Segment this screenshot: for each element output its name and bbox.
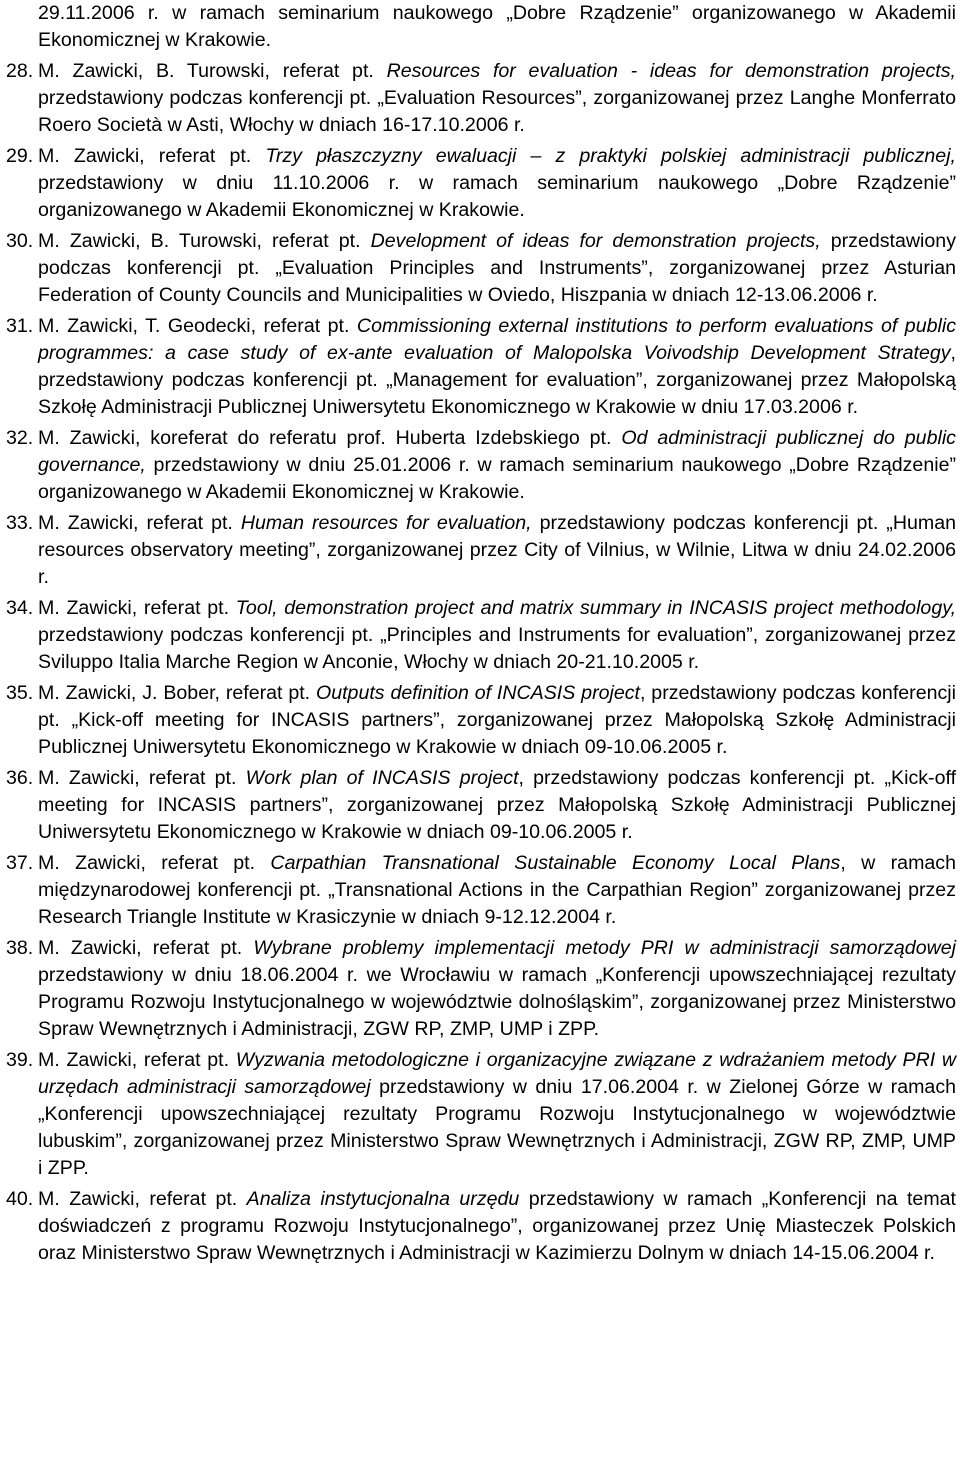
entry-text-segment: , przedstawiony podczas konferencji pt. „Kick-off meeting for INCASIS partners”, zorganizowanej przez Małopolską Szkołę Administracji Publicznej Uniwersytetu Ekonomicznego w Krakowie w dniach 09-10.06.2005 r. — [38, 767, 957, 843]
entry-text — [38, 143, 956, 224]
entry-text-segment: M. Zawicki, referat pt. — [38, 512, 241, 534]
bibliography-list — [6, 0, 956, 1267]
entry-title-italic: Wyzwania metodologiczne i organizacyjne związane z wdrażaniem metody PRI w urzędach administracji samorządowej — [38, 1049, 957, 1098]
entry-title-italic: Carpathian Transnational Sustainable Economy Local Plans — [270, 852, 841, 874]
entry-text — [38, 935, 956, 1043]
entry-number: 37. — [6, 852, 34, 874]
entry-title-italic: Outputs definition of INCASIS project — [315, 682, 640, 704]
entry-text-segment: przedstawiony podczas konferencji pt. „Evaluation Principles and Instruments”, zorganizowanej przez Asturian Federation of County Councils and Municipalities w Oviedo, Hiszpania w dniach 12-13.06.2006 r. — [38, 230, 956, 306]
entry-number: 38. — [6, 937, 34, 959]
list-item — [6, 765, 956, 846]
entry-number: 31. — [6, 315, 34, 337]
entry-number: 36. — [6, 767, 34, 789]
entry-number: 33. — [6, 512, 34, 534]
entry-text-segment: M. Zawicki, B. Turowski, referat pt. — [38, 60, 387, 82]
entry-text-segment: M. Zawicki, referat pt. — [38, 937, 254, 959]
entry-text-segment: M. Zawicki, B. Turowski, referat pt. — [38, 230, 371, 252]
entry-text — [38, 680, 956, 761]
entry-text-segment: , przedstawiony podczas konferencji pt. „Kick-off meeting for INCASIS partners”, zorganizowanej przez Małopolską Szkołę Administracji Publicznej Uniwersytetu Ekonomicznego w Krakowie w dniach 09-10.06.2005 r. — [38, 682, 956, 758]
entry-text — [38, 425, 956, 506]
entry-text — [38, 1186, 956, 1267]
entry-text-segment: M. Zawicki, referat pt. — [38, 852, 271, 874]
entry-text-segment: M. Zawicki, J. Bober, referat pt. — [38, 682, 316, 704]
entry-text — [38, 595, 956, 676]
entry-text-segment: przedstawiony w dniu 17.06.2004 r. w Zielonej Górze w ramach „Konferencji upowszechniającej rezultaty Programu Rozwoju Instytucjonalnego w województwie lubuskim”, zorganizowanej przez Ministerstwo Spraw Wewnętrznych i Administracji, ZGW RP, ZMP, UMP i ZPP. — [38, 1076, 957, 1179]
list-item — [6, 510, 956, 591]
entry-text — [38, 765, 956, 846]
entry-number: 32. — [6, 427, 34, 449]
entry-title-italic: Resources for evaluation - ideas for demonstration projects, — [386, 60, 956, 82]
entry-title-italic: Od administracji publicznej do public governance, — [38, 427, 956, 476]
entry-title-italic: Tool, demonstration project and matrix summary in INCASIS project methodology, — [235, 597, 957, 619]
entry-text-segment: M. Zawicki, T. Geodecki, referat pt. — [38, 315, 357, 337]
entry-text-segment: M. Zawicki, referat pt. — [38, 767, 246, 789]
entry-title-italic: Wybrane problemy implementacji metody PRI w administracji samorządowej — [253, 937, 957, 959]
entry-text — [38, 510, 956, 591]
list-item — [6, 1047, 956, 1182]
entry-text — [38, 58, 956, 139]
entry-text-segment: M. Zawicki, referat pt. — [38, 145, 266, 167]
entry-title-italic: Development of ideas for demonstration projects, — [370, 230, 821, 252]
entry-number: 28. — [6, 60, 34, 82]
entry-text-segment: przedstawiony w dniu 25.01.2006 r. w ramach seminarium naukowego „Dobre Rządzenie” organizowanego w Akademii Ekonomicznej w Krakowie. — [38, 454, 956, 503]
entry-number: 39. — [6, 1049, 34, 1071]
entry-title-italic: Trzy płaszczyzny ewaluacji – z praktyki polskiej administracji publicznej, — [265, 145, 956, 167]
list-item — [6, 1186, 956, 1267]
list-item — [6, 850, 956, 931]
list-item — [6, 58, 956, 139]
entry-text — [38, 850, 956, 931]
entry-text-segment: przedstawiony w ramach „Konferencji na temat doświadczeń z programu Rozwoju Instytucjonalnego”, organizowanej przez Unię Miasteczek Polskich oraz Ministerstwo Spraw Wewnętrznych i Administracji w Kazimierzu Dolnym w dniach 14-15.06.2004 r. — [38, 1188, 956, 1264]
entry-title-italic: Human resources for evaluation, — [240, 512, 532, 534]
entry-text-segment: przedstawiony w dniu 11.10.2006 r. w ramach seminarium naukowego „Dobre Rządzenie” organizowanego w Akademii Ekonomicznej w Krakowie. — [38, 172, 956, 221]
entry-text — [38, 228, 956, 309]
entry-text-segment: , w ramach międzynarodowej konferencji pt. „Transnational Actions in the Carpathian Region” zorganizowanej przez Research Triangle Institute w Krasiczynie w dniach 9-12.12.2004 r. — [38, 852, 956, 928]
list-item — [6, 680, 956, 761]
list-item — [6, 143, 956, 224]
entry-text-segment: przedstawiony podczas konferencji pt. „Evaluation Resources”, zorganizowanej przez Langhe Monferrato Roero Società w Asti, Włochy w dniach 16-17.10.2006 r. — [38, 87, 956, 136]
list-item — [6, 595, 956, 676]
entry-text-segment: , przedstawiony podczas konferencji pt. „Management for evaluation”, zorganizowanej przez Małopolską Szkołę Administracji Publicznej Uniwersytetu Ekonomicznego w Krakowie w dniu 17.03.2006 r. — [38, 342, 956, 418]
entry-text-segment: przedstawiony podczas konferencji pt. „Principles and Instruments for evaluation”, zorganizowanej przez Sviluppo Italia Marche Region w Anconie, Włochy w dniach 20-21.10.2005 r. — [38, 624, 956, 673]
entry-number: 34. — [6, 597, 34, 619]
list-item — [6, 425, 956, 506]
entry-number: 29. — [6, 145, 34, 167]
entry-text-segment: M. Zawicki, referat pt. — [38, 597, 236, 619]
entry-text-segment: przedstawiony w dniu 18.06.2004 r. we Wrocławiu w ramach „Konferencji upowszechniającej rezultaty Programu Rozwoju Instytucjonalnego w województwie dolnośląskim”, zorganizowanej przez Ministerstwo Spraw Wewnętrznych i Administracji, ZGW RP, ZMP, UMP i ZPP. — [38, 964, 956, 1040]
entry-text-segment: M. Zawicki, koreferat do referatu prof. Huberta Izdebskiego pt. — [38, 427, 622, 449]
entry-text — [38, 0, 956, 54]
entry-number: 30. — [6, 230, 34, 252]
list-item — [6, 228, 956, 309]
entry-title-italic: Commissioning external institutions to perform evaluations of public programmes: a case study of ex-ante evaluation of Malopolska Voivodship Development Strategy — [38, 315, 956, 364]
entry-text — [38, 1047, 956, 1182]
entry-title-italic: Work plan of INCASIS project — [245, 767, 519, 789]
entry-text-segment: M. Zawicki, referat pt. — [38, 1049, 236, 1071]
entry-title-italic: Analiza instytucjonalna urzędu — [246, 1188, 520, 1210]
entry-number: 35. — [6, 682, 34, 704]
list-item — [6, 0, 956, 54]
entry-number: 40. — [6, 1188, 34, 1210]
entry-text-segment: 29.11.2006 r. w ramach seminarium naukowego „Dobre Rządzenie” organizowanego w Akademii Ekonomicznej w Krakowie. — [38, 2, 956, 51]
list-item — [6, 935, 956, 1043]
list-item — [6, 313, 956, 421]
entry-text-segment: M. Zawicki, referat pt. — [38, 1188, 247, 1210]
entry-text — [38, 313, 956, 421]
entry-text-segment: przedstawiony podczas konferencji pt. „Human resources observatory meeting”, zorganizowanej przez City of Vilnius, w Wilnie, Litwa w dniu 24.02.2006 r. — [38, 512, 956, 588]
